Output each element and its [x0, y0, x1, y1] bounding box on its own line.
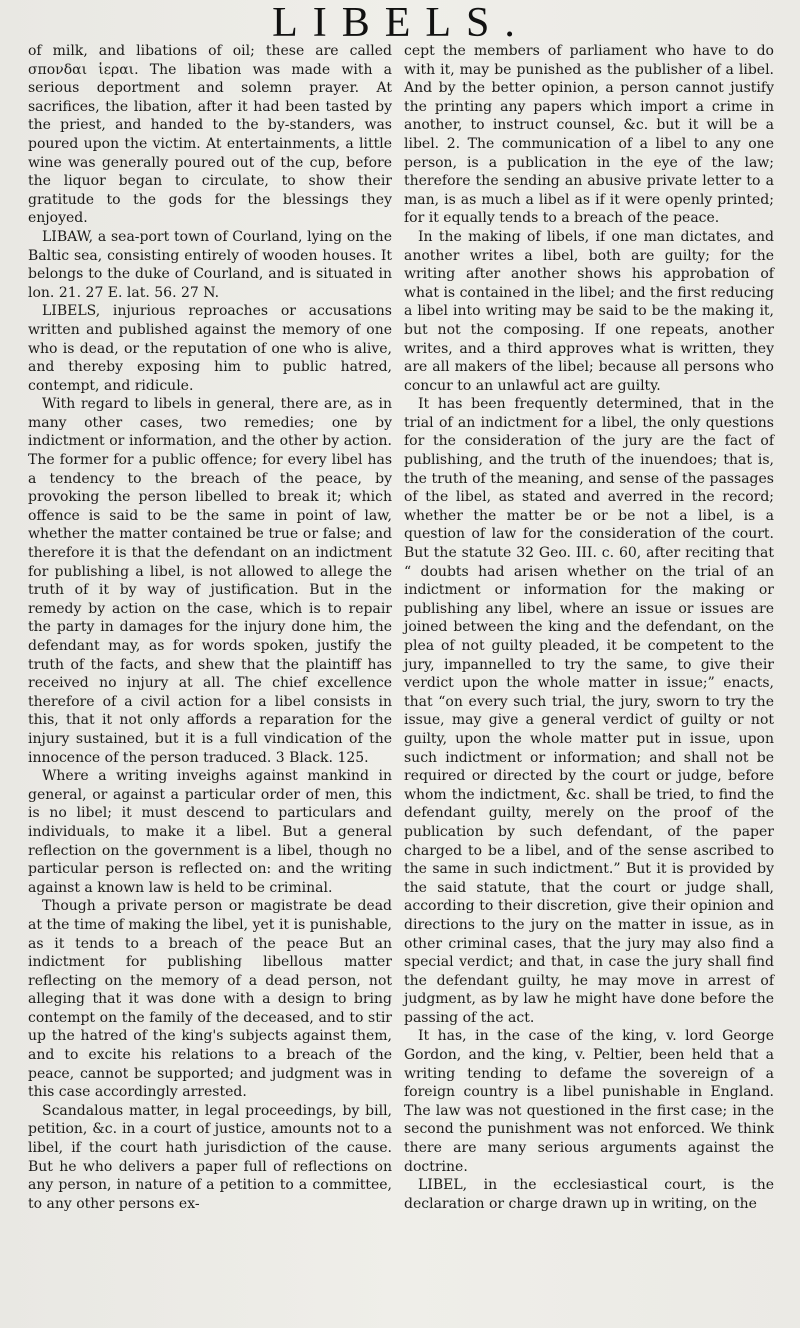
paragraph-ecclesiastical-libel: LIBEL, in the ecclesiastical court, is the declaration or charge drawn up in writing, on the — [404, 1177, 774, 1212]
paragraph-remedies: With regard to libels in general, there are, as in many other cases, two remedies; one by indictment or information, and the other by action. The former for a public offence; for every libel has a tendency to the breach of the peace, by provoking the person libelled to break it; which offence is said to be the same in point of law, whether the matter contained be true or false; and therefore it is that the defendant on an indictment for publishing a libel, is not allowed to allege the truth of it by way of justification. But in the remedy by action on the case, which is to repair the party in damages for the injury done him, the defendant may, as for words spoken, justify the truth of the facts, and shew that the plaintiff has received no injury at all. The chief excellence therefore of a civil action for a libel consists in this, that it not only affords a reparation for the injury sustained, but it is a full vindication of the innocence of the person traduced. 3 Black. 125. — [28, 396, 392, 766]
paragraph-libaw: LIBAW, a sea-port town of Courland, lying on the Baltic sea, consisting entirely of wooden houses. It belongs to the duke of Courland, and is situated in lon. 21. 27 E. lat. 56. 27 N. — [28, 228, 392, 301]
paragraph-making-libels: In the making of libels, if one man dictates, and another writes a libel, both are guilty; for the writing after another shows his approbation of what is contained in the libel; and the first reducing a libel into writing may be said to be the making it, but not the composing. If one repeats, another writes, and a third approves what is written, they are all makers of the libel; because all persons who concur to an unlawful act are guilty. — [404, 228, 774, 394]
paragraph-foreign-sovereign: It has, in the case of the king, v. lord George Gordon, and the king, v. Peltier, been held that a writing tending to defame the sovereign of a foreign country is a libel punishable in England. The law was not questioned in the first case; in the second the punishment was not enforced. We think there are many serious arguments against the doctrine. — [404, 1028, 774, 1175]
left-column — [28, 42, 392, 1213]
paragraph-scandalous-matter: Scandalous matter, in legal proceedings, by bill, petition, &c. in a court of justice, amounts not to a libel, if the court hath jurisdiction of the cause. But he who delivers a paper full of reflections on any person, in nature of a petition to a committee, to any other persons ex- — [28, 1102, 392, 1212]
paragraph-libels-definition: LIBELS, injurious reproaches or accusations written and published against the memory of one who is dead, or the reputation of one who is alive, and thereby exposing him to public hatred, contempt, and ridicule. — [28, 303, 392, 394]
paragraph-libation: of milk, and libations of oil; these are called σπονδαι ἱεραι. The libation was made with a serious deportment and solemn prayer. At sacrifices, the libation, after it had been tasted by the priest, and handed to the by-standers, was poured upon the victim. At entertainments, a little wine was generally poured out of the cup, before the liquor began to circulate, to show their gratitude to the gods for the blessings they enjoyed. — [28, 43, 392, 227]
paragraph-parliament: cept the members of parliament who have to do with it, may be punished as the publisher of a libel. And by the better opinion, a person cannot justify the printing any papers which import a crime in another, to instruct counsel, &c. but it will be a libel. 2. The communication of a libel to any one person, is a publication in the eye of the law; therefore the sending an abusive private letter to a man, is as much a libel as if it were openly printed; for it equally tends to a breach of the peace. — [404, 43, 774, 227]
paragraph-dead-person: Though a private person or magistrate be dead at the time of making the libel, yet it is punishable, as it tends to a breach of the peace But an indictment for publishing libellous matter reflecting on the memory of a dead person, not alleging that it was done with a design to bring contempt on the family of the deceased, and to stir up the hatred of the king's subjects against them, and to excite his relations to a breach of the peace, cannot be supported; and judgment was in this case accordingly arrested. — [28, 898, 392, 1101]
paragraph-mankind: Where a writing inveighs against mankind in general, or against a particular order of men, this is no libel; it must descend to particulars and individuals, to make it a libel. But a general reflection on the government is a libel, though no particular person is reflected on: and the writing against a known law is held to be criminal. — [28, 768, 392, 896]
text-columns — [28, 42, 774, 1213]
right-column — [404, 42, 774, 1213]
paragraph-trial-indictment: It has been frequently determined, that in the trial of an indictment for a libel, the only questions for the consideration of the jury are the fact of publishing, and the truth of the inuendoes; that is, the truth of the meaning, and sense of the passages of the libel, as stated and averred in the record; whether the matter be or be not a libel, is a question of law for the consideration of the court. But the statute 32 Geo. III. c. 60, after reciting that “ doubts had arisen whether on the trial of an indictment or information for the making or publishing any libel, where an issue or issues are joined between the king and the defendant, on the plea of not guilty pleaded, it be competent to the jury, impannelled to try the same, to give their verdict upon the whole matter in issue;” enacts, that “on every such trial, the jury, sworn to try the issue, may give a general verdict of guilty or not guilty, upon the whole matter put in issue, upon such indictment or information; and shall not be required or directed by the court or judge, before whom the indictment, &c. shall be tried, to find the defendant guilty, merely on the proof of the publication by such defendant, of the paper charged to be a libel, and of the sense ascribed to the same in such indictment.” But it is provided by the said statute, that the court or judge shall, according to their discretion, give their opinion and directions to the jury on the matter in issue, as in other criminal cases, that the jury may also find a special verdict; and that, in case the jury shall find the defendant guilty, he may move in arrest of judgment, as by law he might have done before the passing of the act. — [404, 396, 774, 1026]
running-head: LIBELS. — [272, 0, 530, 42]
